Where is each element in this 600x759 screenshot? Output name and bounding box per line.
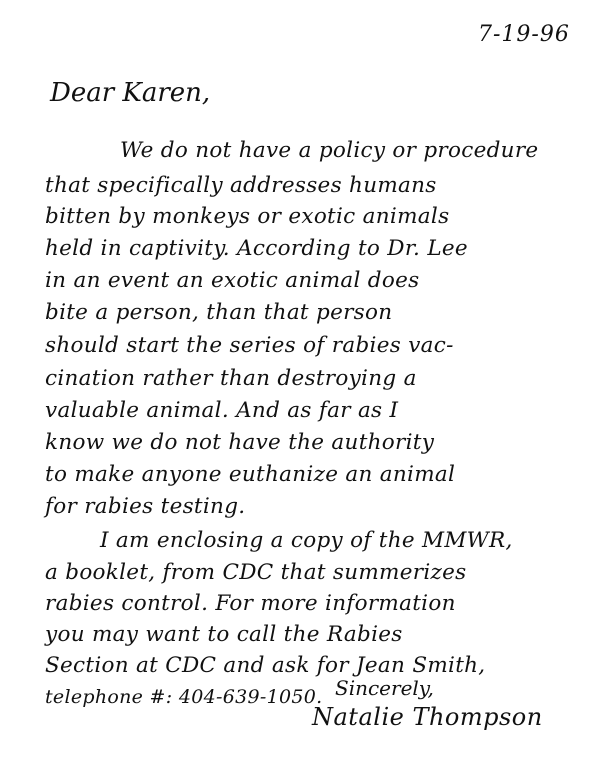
letter-date: 7-19-96 [478, 22, 570, 47]
body-line: in an event an exotic animal does [45, 268, 420, 293]
body-line: that specifically addresses humans [45, 173, 437, 198]
body-line: valuable animal. And as far as I [45, 398, 399, 423]
body-line: I am enclosing a copy of the MMWR, [100, 528, 513, 553]
signature: Natalie Thompson [312, 703, 543, 731]
body-line: Section at CDC and ask for Jean Smith, [45, 653, 486, 678]
salutation: Dear Karen, [50, 78, 211, 108]
body-line: should start the series of rabies vac- [45, 333, 454, 358]
body-line: We do not have a policy or procedure [120, 138, 539, 163]
body-line: bite a person, than that person [45, 300, 393, 325]
body-line: a booklet, from CDC that summerizes [45, 560, 467, 585]
body-line: know we do not have the authority [45, 430, 435, 455]
closing: Sincerely, [335, 676, 434, 700]
body-line: cination rather than destroying a [45, 366, 417, 391]
body-line: rabies control. For more information [45, 591, 456, 616]
body-line: you may want to call the Rabies [45, 622, 403, 647]
body-line: bitten by monkeys or exotic animals [45, 204, 450, 229]
body-line: held in captivity. According to Dr. Lee [45, 236, 468, 261]
body-line: for rabies testing. [45, 494, 246, 519]
body-line: to make anyone euthanize an animal [45, 462, 456, 487]
body-line: telephone #: 404-639-1050. [45, 686, 323, 708]
